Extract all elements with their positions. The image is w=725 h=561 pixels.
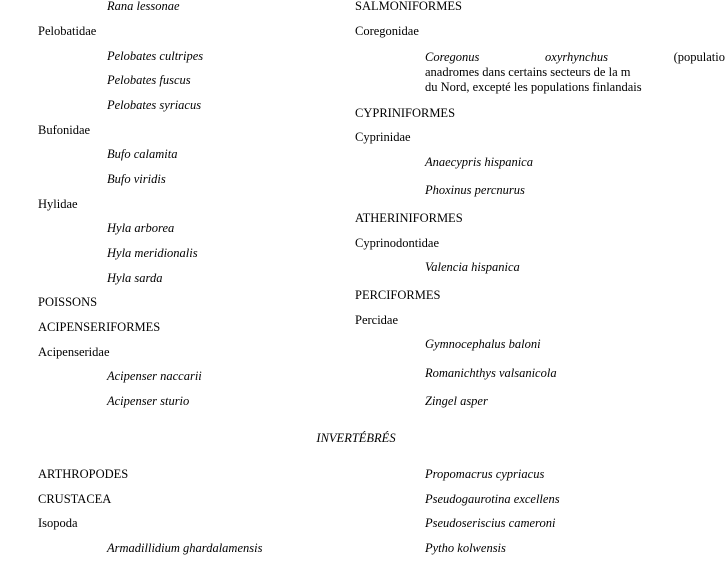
family-cyprinodontidae: Cyprinodontidae (355, 236, 440, 250)
family-hylidae: Hylidae (38, 197, 78, 211)
order-salmoniformes: SALMONIFORMES (355, 0, 462, 13)
species-bufo-viridis: Bufo viridis (107, 172, 166, 186)
species-valencia-hispanica: Valencia hispanica (425, 260, 520, 274)
species-zingel-asper: Zingel asper (425, 394, 488, 408)
family-cyprinidae: Cyprinidae (355, 130, 411, 144)
species-pseudogaurotina-excellens: Pseudogaurotina excellens (425, 492, 560, 506)
species-propomacrus-cypriacus: Propomacrus cypriacus (425, 467, 545, 481)
species-phoxinus-percnurus: Phoxinus percnurus (425, 183, 525, 197)
species-pelobates-fuscus: Pelobates fuscus (107, 73, 191, 87)
family-coregonidae: Coregonidae (355, 24, 419, 38)
species-hyla-arborea: Hyla arborea (107, 221, 175, 235)
species-acipenser-sturio: Acipenser sturio (107, 394, 190, 408)
family-percidae: Percidae (355, 313, 399, 327)
class-crustacea: CRUSTACEA (38, 492, 112, 506)
order-acipenseriformes: ACIPENSERIFORMES (38, 320, 161, 334)
class-poissons: POISSONS (38, 295, 98, 309)
coregonus-line1-tail: (populatio (673, 50, 725, 64)
species-hyla-sarda: Hyla sarda (107, 271, 163, 285)
species-pseudoseriscius-cameroni: Pseudoseriscius cameroni (425, 516, 556, 530)
family-bufonidae: Bufonidae (38, 123, 91, 137)
species-armadillidium-ghardalamensis: Armadillidium ghardalamensis (107, 541, 263, 555)
species-anaecypris-hispanica: Anaecypris hispanica (425, 155, 533, 169)
coregonus-line3: du Nord, excepté les populations finlandais (425, 80, 642, 94)
species-bufo-calamita: Bufo calamita (107, 147, 178, 161)
species-pelobates-cultripes: Pelobates cultripes (107, 49, 204, 63)
coregonus-paragraph (425, 50, 725, 95)
coregonus-line2: anadromes dans certains secteurs de la m (425, 65, 631, 79)
order-cypriniformes: CYPRINIFORMES (355, 106, 456, 120)
section-heading-invertebres: INVERTÉBRÉS (316, 431, 396, 445)
species-pelobates-syriacus: Pelobates syriacus (107, 98, 202, 112)
species-gymnocephalus-baloni: Gymnocephalus baloni (425, 337, 541, 351)
order-perciformes: PERCIFORMES (355, 288, 441, 302)
species-rana-lessonae: Rana lessonae (107, 0, 180, 13)
family-pelobatidae: Pelobatidae (38, 24, 97, 38)
species-pytho-kolwensis: Pytho kolwensis (425, 541, 506, 555)
species-coregonus-oxyrhynchus: Coregonus oxyrhynchus (425, 50, 608, 64)
order-isopoda: Isopoda (38, 516, 78, 530)
species-romanichthys-valsanicola: Romanichthys valsanicola (425, 366, 557, 380)
phylum-arthropodes: ARTHROPODES (38, 467, 129, 481)
order-atheriniformes: ATHERINIFORMES (355, 211, 463, 225)
family-acipenseridae: Acipenseridae (38, 345, 110, 359)
species-hyla-meridionalis: Hyla meridionalis (107, 246, 198, 260)
species-acipenser-naccarii: Acipenser naccarii (107, 369, 202, 383)
